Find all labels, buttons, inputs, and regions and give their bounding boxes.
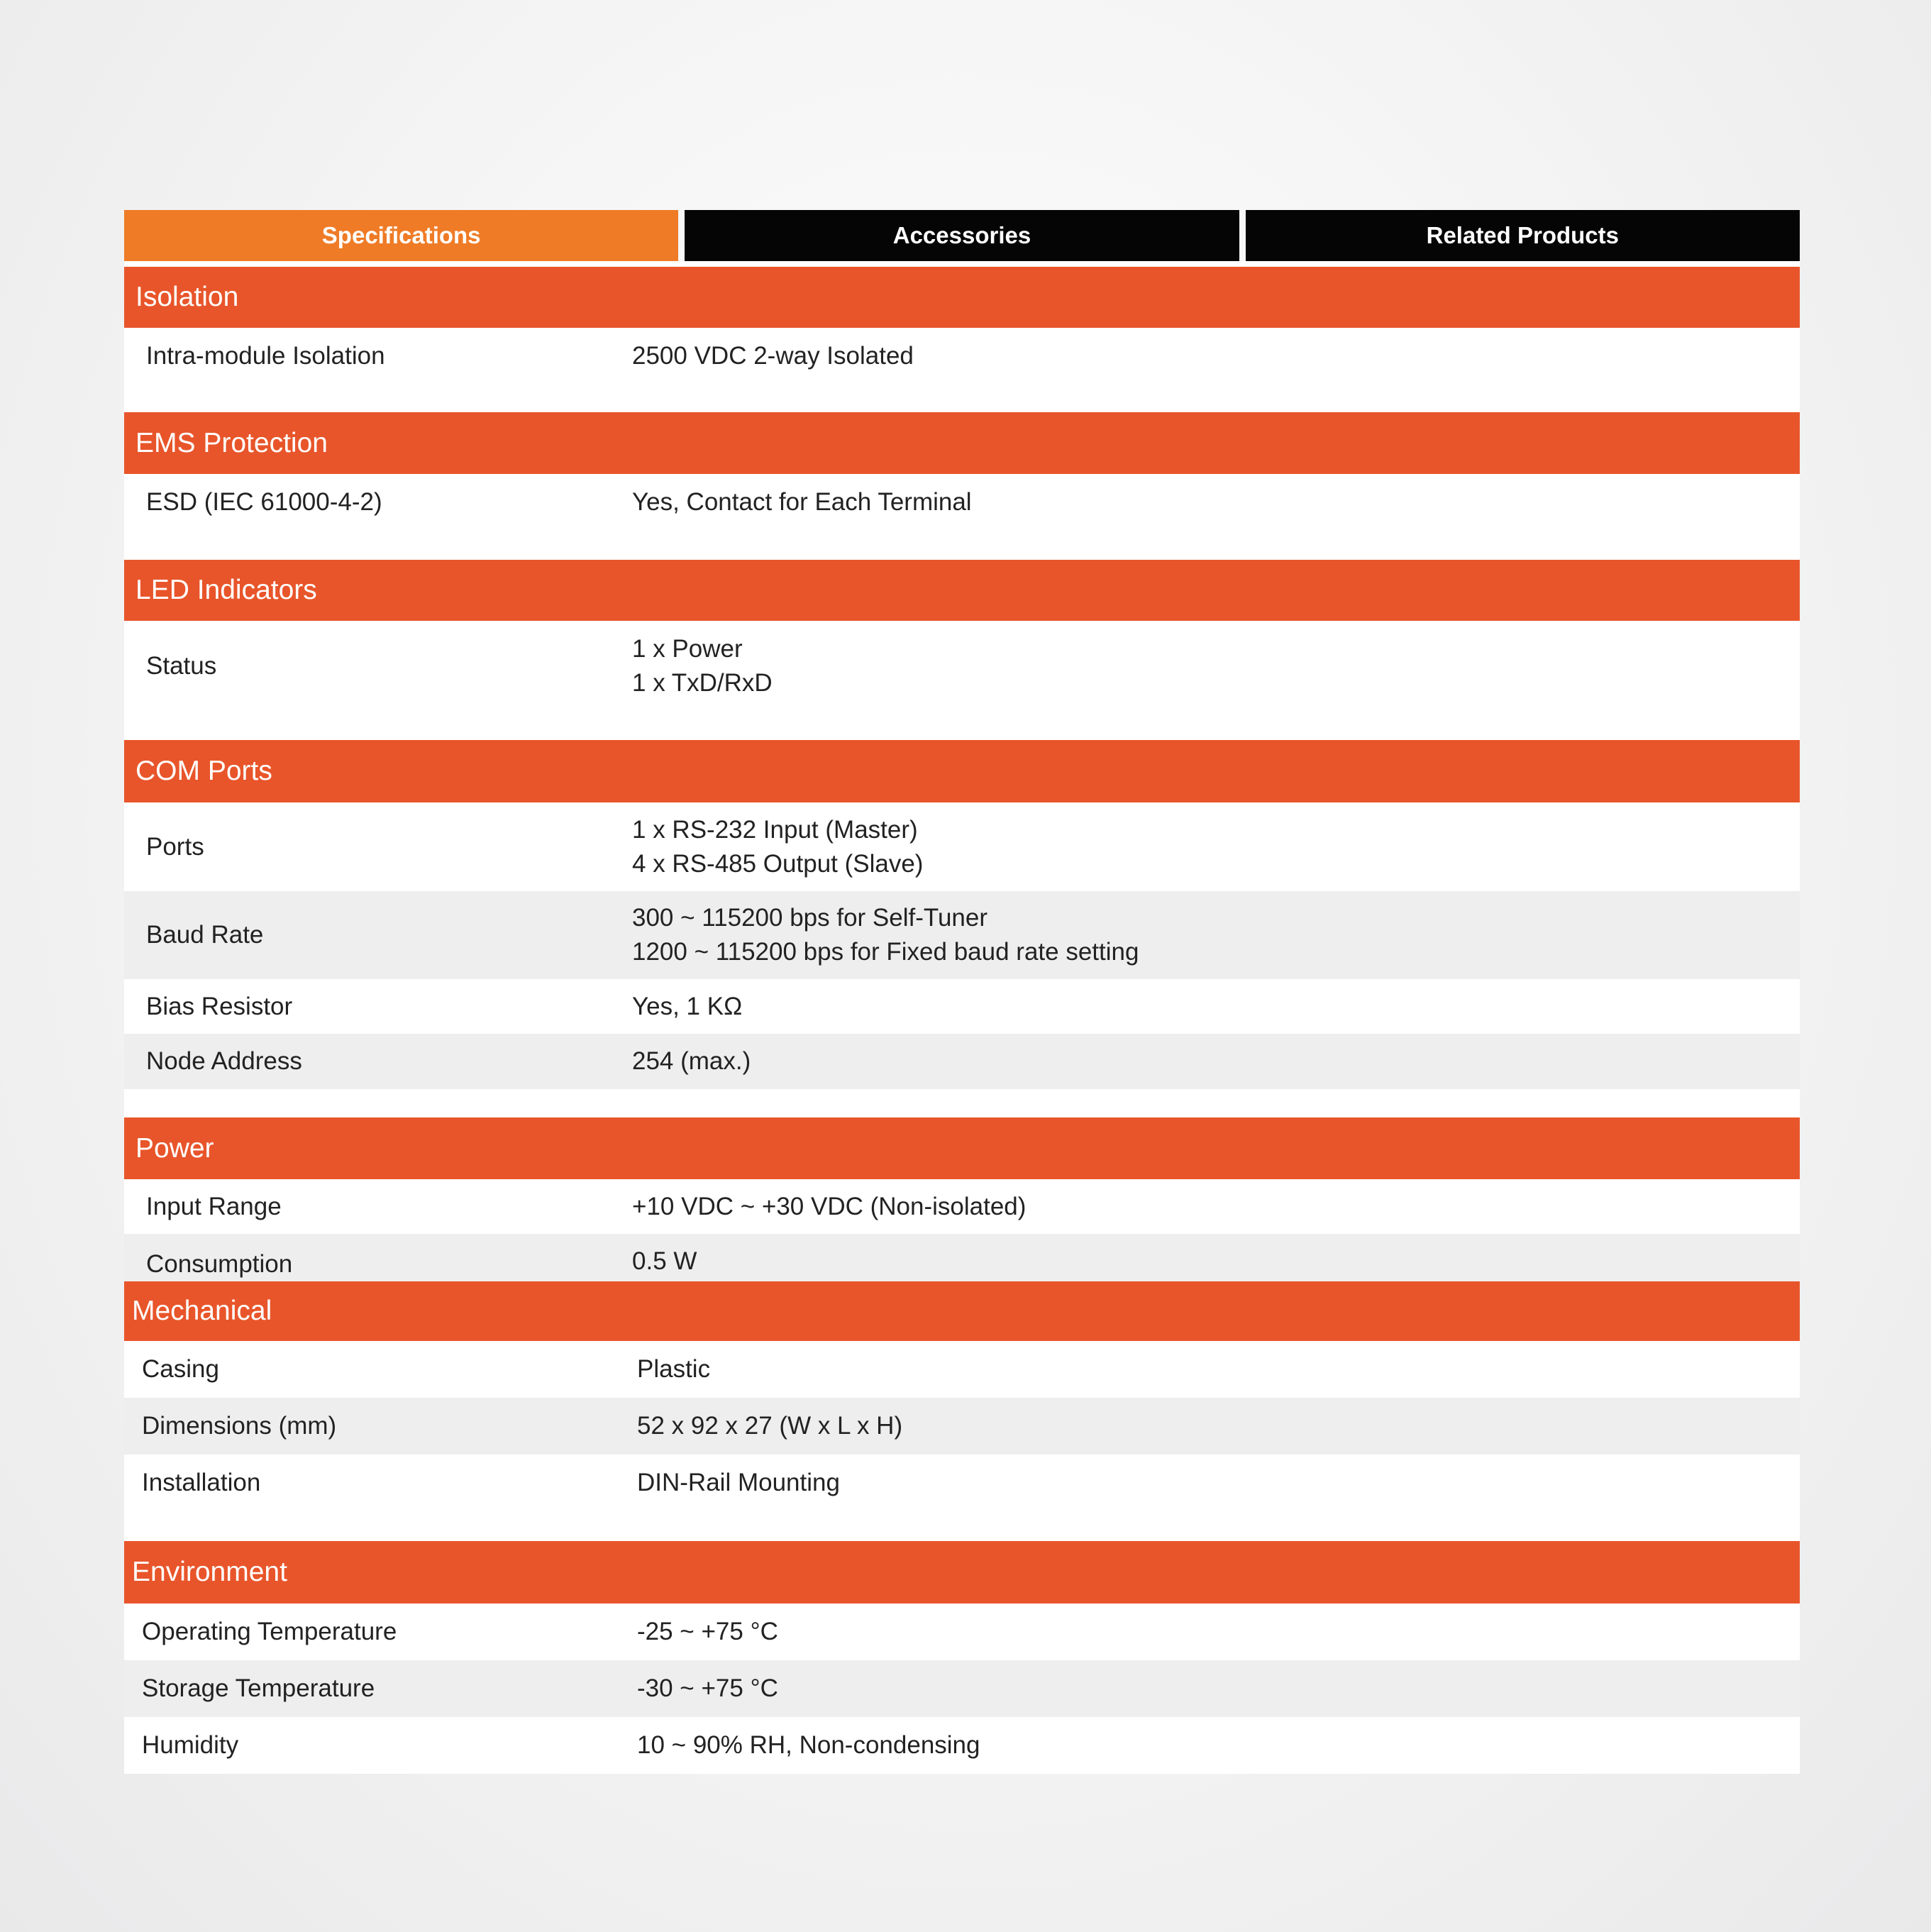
spec-value-line: 1200 ~ 115200 bps for Fixed baud rate setting [632, 938, 1139, 966]
spec-label: ESD (IEC 61000-4-2) [146, 488, 382, 516]
spec-value: -30 ~ +75 °C [637, 1674, 778, 1702]
spec-value: 52 x 92 x 27 (W x L x H) [637, 1412, 903, 1440]
section-spacer [124, 1089, 1800, 1117]
spec-label: Status [146, 652, 217, 680]
spec-row [124, 1660, 1800, 1717]
spec-label: Installation [142, 1469, 261, 1496]
spec-value: 10 ~ 90% RH, Non-condensing [637, 1731, 980, 1759]
tab-bar [124, 210, 1800, 261]
spec-value-line: 1 x TxD/RxD [632, 669, 773, 697]
spec-row [124, 328, 1800, 385]
specifications-sheet [124, 210, 1800, 1774]
spec-label: Intra-module Isolation [146, 342, 385, 370]
spec-value: Plastic [637, 1355, 711, 1383]
spec-label: Input Range [146, 1192, 282, 1220]
spec-value-line: 1 x RS-232 Input (Master) [632, 815, 918, 844]
section-spacer [124, 385, 1800, 412]
tab-accessories[interactable]: Accessories [685, 210, 1239, 261]
spec-value [632, 813, 1800, 881]
spec-value: Yes, Contact for Each Terminal [632, 488, 972, 516]
spec-row [124, 1341, 1800, 1398]
section-spacer [124, 531, 1800, 560]
spec-value: 254 (max.) [632, 1047, 751, 1075]
spec-value: 0.5 W [632, 1247, 697, 1275]
spec-row [124, 474, 1800, 531]
spec-value-line: 300 ~ 115200 bps for Self-Tuner [632, 904, 988, 932]
spec-row [124, 1234, 1800, 1281]
spec-value: +10 VDC ~ +30 VDC (Non-isolated) [632, 1192, 1027, 1220]
tab-related-products[interactable]: Related Products [1246, 210, 1800, 261]
spec-value: -25 ~ +75 °C [637, 1618, 778, 1645]
section-header-ems-protection: EMS Protection [124, 412, 1800, 474]
spec-row [124, 1717, 1800, 1774]
spec-row [124, 1603, 1800, 1660]
spec-label: Storage Temperature [142, 1674, 375, 1702]
spec-value: DIN-Rail Mounting [637, 1469, 840, 1496]
spec-row [124, 891, 1800, 979]
spec-value-line: 4 x RS-485 Output (Slave) [632, 849, 924, 878]
spec-row [124, 1454, 1800, 1511]
spec-row [124, 979, 1800, 1034]
section-header-environment: Environment [124, 1541, 1800, 1603]
section-spacer [124, 1511, 1800, 1541]
spec-label: Consumption [146, 1250, 293, 1278]
section-header-power: Power [124, 1117, 1800, 1179]
spec-value: 2500 VDC 2-way Isolated [632, 342, 914, 370]
spec-row [124, 621, 1800, 712]
spec-label: Ports [146, 832, 204, 861]
spec-label: Operating Temperature [142, 1618, 397, 1645]
spec-label: Bias Resistor [146, 992, 293, 1020]
spec-label: Node Address [146, 1047, 302, 1075]
spec-value: Yes, 1 KΩ [632, 992, 743, 1020]
spec-label: Dimensions (mm) [142, 1412, 337, 1440]
spec-label: Baud Rate [146, 921, 264, 949]
spec-label: Humidity [142, 1731, 239, 1759]
spec-value-line: 1 x Power [632, 635, 743, 663]
spec-row [124, 1034, 1800, 1089]
spec-value [632, 632, 1800, 700]
spec-row [124, 1179, 1800, 1234]
section-spacer [124, 712, 1800, 740]
section-header-led-indicators: LED Indicators [124, 560, 1800, 621]
section-header-com-ports: COM Ports [124, 740, 1800, 802]
section-header-isolation: Isolation [124, 267, 1800, 328]
spec-value [632, 901, 1800, 969]
spec-row [124, 1398, 1800, 1454]
spec-label: Casing [142, 1355, 219, 1383]
tab-specifications[interactable]: Specifications [124, 210, 678, 261]
section-header-mechanical: Mechanical [124, 1281, 1800, 1341]
spec-row [124, 802, 1800, 891]
tab-gap [124, 261, 1800, 267]
